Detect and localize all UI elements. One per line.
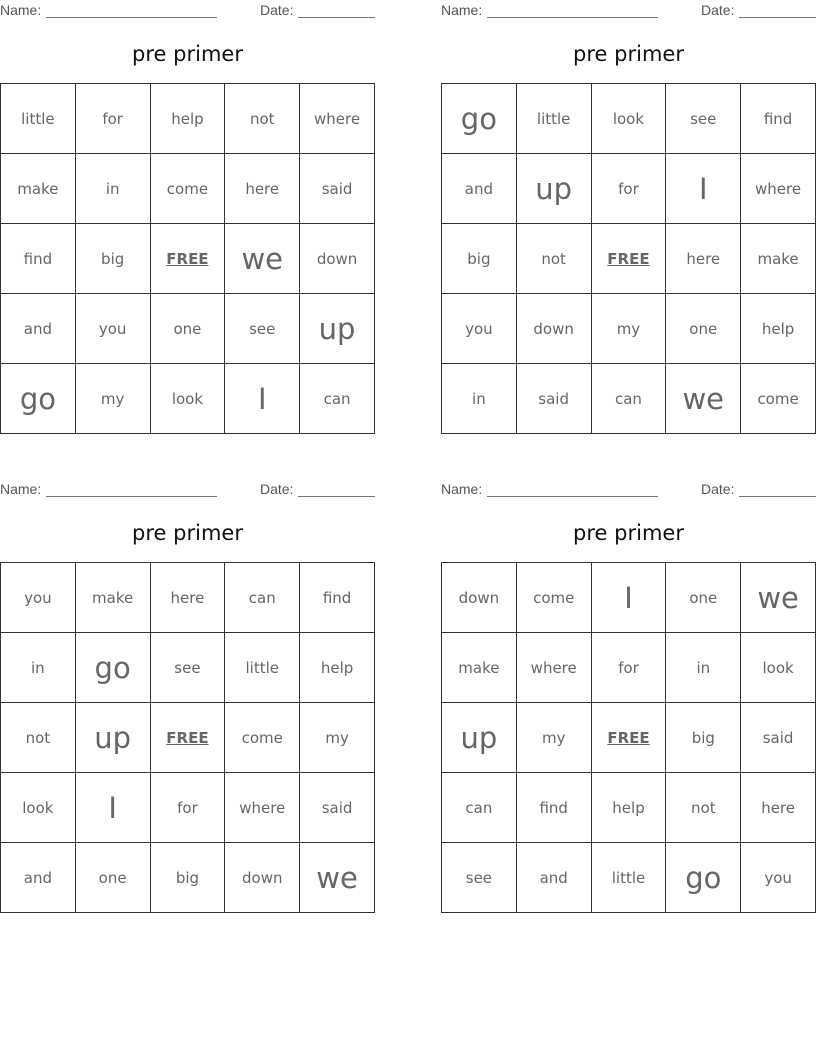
bingo-cell: in xyxy=(442,364,517,434)
bingo-cell: little xyxy=(225,633,300,703)
bingo-cell: go xyxy=(666,843,741,913)
bingo-cell: help xyxy=(150,84,225,154)
card-title: pre primer xyxy=(132,521,243,545)
grid-row xyxy=(1,84,375,154)
bingo-grid xyxy=(0,83,375,434)
bingo-cell: see xyxy=(150,633,225,703)
bingo-cell: not xyxy=(666,773,741,843)
bingo-cell: and xyxy=(1,843,76,913)
bingo-cell: where xyxy=(516,633,591,703)
bingo-cell: one xyxy=(75,843,150,913)
free-space: FREE xyxy=(150,224,225,294)
bingo-cell: you xyxy=(741,843,816,913)
name-label: Name: xyxy=(0,481,42,497)
bingo-cell: not xyxy=(516,224,591,294)
grid-row xyxy=(1,154,375,224)
bingo-cell: we xyxy=(666,364,741,434)
grid-row xyxy=(442,773,816,843)
name-label: Name: xyxy=(0,2,42,18)
date-label: Date: xyxy=(260,481,294,497)
bingo-cell: up xyxy=(516,154,591,224)
bingo-cell: look xyxy=(1,773,76,843)
bingo-cell: little xyxy=(516,84,591,154)
card-header xyxy=(441,481,816,499)
bingo-cell: find xyxy=(300,563,375,633)
date-blank-line xyxy=(298,17,375,18)
grid-row xyxy=(442,563,816,633)
bingo-cell: said xyxy=(516,364,591,434)
card-title: pre primer xyxy=(132,42,243,66)
grid-row xyxy=(1,224,375,294)
date-blank-line xyxy=(739,496,816,497)
bingo-cell: look xyxy=(741,633,816,703)
bingo-cell: big xyxy=(75,224,150,294)
bingo-cell: I xyxy=(75,773,150,843)
bingo-cell: see xyxy=(666,84,741,154)
bingo-cell: where xyxy=(300,84,375,154)
bingo-cell: help xyxy=(741,294,816,364)
grid-row xyxy=(442,294,816,364)
bingo-cell: here xyxy=(150,563,225,633)
bingo-cell: down xyxy=(442,563,517,633)
card-title: pre primer xyxy=(573,521,684,545)
grid-row xyxy=(1,563,375,633)
bingo-cell: you xyxy=(1,563,76,633)
name-label: Name: xyxy=(441,2,483,18)
bingo-cell: we xyxy=(300,843,375,913)
bingo-cell: help xyxy=(591,773,666,843)
bingo-cell: one xyxy=(666,563,741,633)
card-header xyxy=(0,481,375,499)
bingo-cell: find xyxy=(741,84,816,154)
bingo-cell: my xyxy=(516,703,591,773)
free-space: FREE xyxy=(591,224,666,294)
card-header xyxy=(0,2,375,20)
bingo-cell: for xyxy=(591,633,666,703)
grid-row xyxy=(442,154,816,224)
bingo-cell: come xyxy=(516,563,591,633)
name-blank-line xyxy=(487,496,658,497)
bingo-cell: can xyxy=(591,364,666,434)
bingo-grid xyxy=(0,562,375,913)
bingo-cell: for xyxy=(150,773,225,843)
bingo-cell: in xyxy=(666,633,741,703)
bingo-cell: said xyxy=(741,703,816,773)
bingo-cell: look xyxy=(591,84,666,154)
bingo-cell: up xyxy=(300,294,375,364)
bingo-cell: and xyxy=(442,154,517,224)
bingo-cell: my xyxy=(75,364,150,434)
bingo-cell: one xyxy=(150,294,225,364)
bingo-cell: in xyxy=(75,154,150,224)
bingo-cell: where xyxy=(225,773,300,843)
free-space: FREE xyxy=(150,703,225,773)
bingo-cell: come xyxy=(741,364,816,434)
bingo-cell: we xyxy=(741,563,816,633)
grid-row xyxy=(1,364,375,434)
bingo-cell: for xyxy=(591,154,666,224)
name-label: Name: xyxy=(441,481,483,497)
date-label: Date: xyxy=(701,2,735,18)
bingo-cell: I xyxy=(666,154,741,224)
bingo-cell: not xyxy=(1,703,76,773)
free-space: FREE xyxy=(591,703,666,773)
date-label: Date: xyxy=(701,481,735,497)
bingo-cell: not xyxy=(225,84,300,154)
bingo-cell: down xyxy=(225,843,300,913)
bingo-cell: here xyxy=(666,224,741,294)
date-label: Date: xyxy=(260,2,294,18)
bingo-cell: see xyxy=(442,843,517,913)
card-title: pre primer xyxy=(573,42,684,66)
bingo-cell: my xyxy=(300,703,375,773)
bingo-cell: make xyxy=(741,224,816,294)
bingo-cell: in xyxy=(1,633,76,703)
bingo-cell: down xyxy=(516,294,591,364)
bingo-cell: find xyxy=(1,224,76,294)
bingo-cell: go xyxy=(442,84,517,154)
grid-row xyxy=(1,703,375,773)
bingo-cell: you xyxy=(75,294,150,364)
bingo-cell: you xyxy=(442,294,517,364)
name-blank-line xyxy=(46,496,217,497)
bingo-cell: where xyxy=(741,154,816,224)
bingo-cell: can xyxy=(442,773,517,843)
bingo-cell: go xyxy=(1,364,76,434)
bingo-cell: see xyxy=(225,294,300,364)
bingo-cell: help xyxy=(300,633,375,703)
bingo-cell: up xyxy=(442,703,517,773)
grid-row xyxy=(442,224,816,294)
bingo-cell: can xyxy=(225,563,300,633)
name-blank-line xyxy=(46,17,217,18)
bingo-cell: my xyxy=(591,294,666,364)
bingo-cell: look xyxy=(150,364,225,434)
grid-row xyxy=(1,843,375,913)
bingo-cell: one xyxy=(666,294,741,364)
bingo-cell: come xyxy=(150,154,225,224)
bingo-cell: make xyxy=(1,154,76,224)
bingo-cell: I xyxy=(225,364,300,434)
bingo-cell: up xyxy=(75,703,150,773)
bingo-cell: down xyxy=(300,224,375,294)
date-blank-line xyxy=(739,17,816,18)
bingo-cell: little xyxy=(591,843,666,913)
bingo-cell: big xyxy=(442,224,517,294)
bingo-grid xyxy=(441,83,816,434)
bingo-cell: and xyxy=(516,843,591,913)
bingo-cell: we xyxy=(225,224,300,294)
date-blank-line xyxy=(298,496,375,497)
grid-row xyxy=(1,294,375,364)
grid-row xyxy=(442,84,816,154)
bingo-cell: find xyxy=(516,773,591,843)
bingo-cell: for xyxy=(75,84,150,154)
grid-row xyxy=(1,633,375,703)
bingo-cell: here xyxy=(225,154,300,224)
bingo-cell: and xyxy=(1,294,76,364)
bingo-cell: said xyxy=(300,154,375,224)
bingo-grid xyxy=(441,562,816,913)
grid-row xyxy=(442,703,816,773)
bingo-cell: come xyxy=(225,703,300,773)
grid-row xyxy=(442,364,816,434)
card-header xyxy=(441,2,816,20)
grid-row xyxy=(442,843,816,913)
bingo-cell: make xyxy=(75,563,150,633)
bingo-cell: big xyxy=(666,703,741,773)
grid-row xyxy=(442,633,816,703)
bingo-cell: said xyxy=(300,773,375,843)
bingo-cell: go xyxy=(75,633,150,703)
bingo-cell: here xyxy=(741,773,816,843)
bingo-cell: make xyxy=(442,633,517,703)
name-blank-line xyxy=(487,17,658,18)
bingo-cell: big xyxy=(150,843,225,913)
bingo-cell: I xyxy=(591,563,666,633)
grid-row xyxy=(1,773,375,843)
bingo-cell: can xyxy=(300,364,375,434)
bingo-cell: little xyxy=(1,84,76,154)
